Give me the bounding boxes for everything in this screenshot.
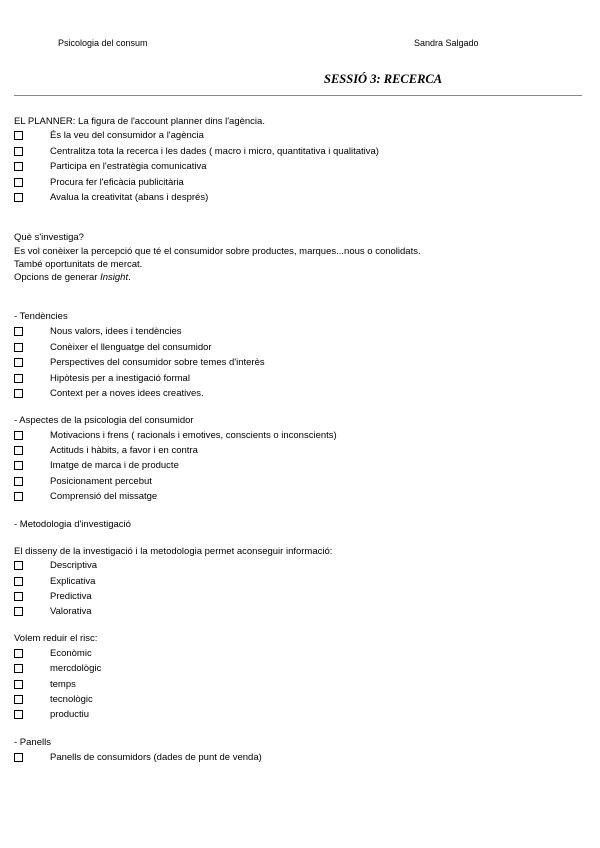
- checkbox[interactable]: [14, 649, 23, 658]
- checkbox-label: Descriptiva: [50, 560, 97, 571]
- checkbox[interactable]: [14, 343, 23, 352]
- checkbox-label: Motivacions i frens ( racionals i emotives, conscients o inconscients): [50, 430, 337, 441]
- page-title: SESSIÓ 3: RECERCA: [324, 72, 443, 86]
- checkbox-label: Conèixer el llenguatge del consumidor: [50, 342, 212, 353]
- checkbox-label: Valorativa: [50, 606, 92, 617]
- page-header-right: Sandra Salgado: [414, 38, 479, 48]
- checkbox[interactable]: [14, 327, 23, 336]
- metodologia-intro: El disseny de la investigació i la metodologia permet aconseguir informació:: [14, 546, 333, 557]
- checkbox-label: Perspectives del consumidor sobre temes d'interès: [50, 357, 265, 368]
- checkbox-label: Imatge de marca i de producte: [50, 460, 179, 471]
- checkbox-label: Panells de consumidors (dades de punt de venda): [50, 752, 262, 763]
- checkbox[interactable]: [14, 492, 23, 501]
- checkbox[interactable]: [14, 477, 23, 486]
- checkbox-label: Explicativa: [50, 576, 96, 587]
- tendencies-heading: - Tendències: [14, 311, 68, 322]
- checkbox[interactable]: [14, 358, 23, 367]
- que-line-3: [14, 272, 131, 283]
- que-line-3-end: .: [128, 272, 131, 283]
- checkbox[interactable]: [14, 147, 23, 156]
- checkbox-label: temps: [50, 679, 76, 690]
- checkbox[interactable]: [14, 431, 23, 440]
- checkbox-label: Procura fer l'eficàcia publicitària: [50, 177, 184, 188]
- que-line-3-text: Opcions de generar: [14, 272, 101, 283]
- checkbox[interactable]: [14, 561, 23, 570]
- checkbox[interactable]: [14, 664, 23, 673]
- checkbox[interactable]: [14, 131, 23, 140]
- checkbox[interactable]: [14, 178, 23, 187]
- checkbox[interactable]: [14, 577, 23, 586]
- checkbox-label: Centralitza tota la recerca i les dades ( macro i micro, quantitativa i qualitativa): [50, 146, 379, 157]
- checkbox[interactable]: [14, 374, 23, 383]
- que-line-2: També oportunitats de mercat.: [14, 259, 143, 270]
- checkbox-label: mercdològic: [50, 663, 102, 674]
- que-line-1: Es vol conèixer la percepció que té el consumidor sobre productes, marques...nous o conolidats.: [14, 246, 421, 257]
- checkbox[interactable]: [14, 461, 23, 470]
- checkbox[interactable]: [14, 710, 23, 719]
- checkbox[interactable]: [14, 753, 23, 762]
- checkbox[interactable]: [14, 680, 23, 689]
- checkbox[interactable]: [14, 193, 23, 202]
- checkbox-label: tecnològic: [50, 694, 93, 705]
- checkbox-label: Hipòtesis per a inestigació formal: [50, 373, 190, 384]
- checkbox-label: Econòmic: [50, 648, 92, 659]
- checkbox-label: Context per a noves idees creatives.: [50, 388, 204, 399]
- checkbox-label: És la veu del consumidor a l'agència: [50, 130, 204, 141]
- checkbox-label: productiu: [50, 709, 90, 720]
- panells-heading: - Panells: [14, 737, 51, 748]
- planner-heading: EL PLANNER: La figura de l'account planner dins l'agència.: [14, 116, 265, 127]
- header-rule: [14, 95, 582, 96]
- risc-heading: Volem reduir el risc:: [14, 633, 98, 644]
- insight-term: Insight: [100, 272, 129, 283]
- checkbox-label: Participa en l'estratègia comunicativa: [50, 161, 207, 172]
- checkbox[interactable]: [14, 695, 23, 704]
- checkbox-label: Posicionament percebut: [50, 476, 152, 487]
- checkbox-label: Nous valors, idees i tendències: [50, 326, 182, 337]
- checkbox-label: Avalua la creativitat (abans i després): [50, 192, 209, 203]
- checkbox-label: Actituds i hàbits, a favor i en contra: [50, 445, 198, 456]
- aspectes-heading: - Aspectes de la psicologia del consumidor: [14, 415, 194, 426]
- checkbox[interactable]: [14, 389, 23, 398]
- checkbox[interactable]: [14, 446, 23, 455]
- que-heading: Què s'investiga?: [14, 232, 84, 243]
- checkbox[interactable]: [14, 607, 23, 616]
- page-header-left: Psicologia del consum: [58, 38, 148, 48]
- checkbox-label: Comprensió del missatge: [50, 491, 158, 502]
- checkbox[interactable]: [14, 592, 23, 601]
- checkbox[interactable]: [14, 162, 23, 171]
- checkbox-label: Predictiva: [50, 591, 92, 602]
- metodologia-heading: - Metodologia d'investigació: [14, 519, 131, 530]
